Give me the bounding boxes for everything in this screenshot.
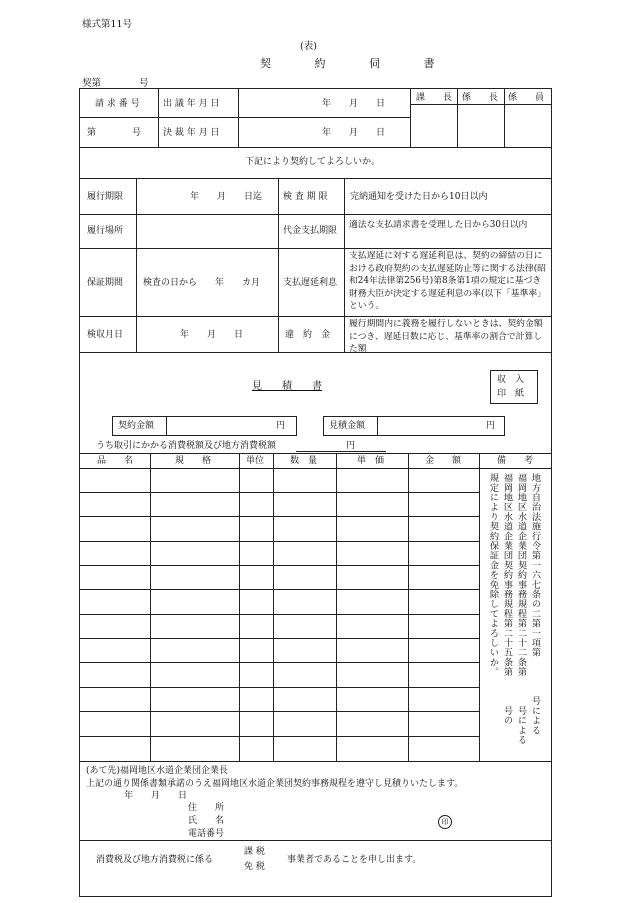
col-unit: 単位 <box>246 456 265 466</box>
remarks-line-1: 地方自治法施行令第一六七条の二第一項第 号による <box>529 473 541 735</box>
form-number: 様式第11号 <box>82 19 133 30</box>
number-label: 第 号 <box>87 128 142 138</box>
address-label: 住 所 <box>188 803 225 813</box>
col-spec: 規 格 <box>175 456 212 466</box>
proposal-date-value[interactable]: 年 月 日 <box>322 99 386 109</box>
tax-declaration-suffix: 事業者であることを申し出ます。 <box>287 855 422 865</box>
contract-amount-yen[interactable]: 円 <box>276 421 286 431</box>
page-title: 契 約 伺 書 <box>260 57 455 70</box>
estimate-amount-yen[interactable]: 円 <box>486 421 496 431</box>
seal-mark: 印 <box>438 815 452 829</box>
inspection-deadline-label: 検 査 期 限 <box>283 192 328 202</box>
payment-deadline-label: 代金支払期限 <box>283 226 338 236</box>
remarks-line-4: 規定により契約保証金を免除してよろしいか。 <box>487 473 499 677</box>
delivery-deadline-label: 履行期限 <box>87 192 124 202</box>
late-interest-value: 支払遅延に対する遅延利息は、契約の締結の日における政府契約の支払遅延防止等に関する法律(昭和24年法律第256号)第8条第1項の規定に基づき財務大臣が決定する遅延利息の率(以下「基準率」という。 <box>349 251 546 311</box>
tax-exempt-option[interactable]: 免 税 <box>244 862 265 872</box>
revenue-stamp-line2: 印 紙 <box>497 389 525 399</box>
penalty-value: 履行期間内に義務を履行しないときは、契約金額につき、遅延日数に応じ、基準率の割合で計算した額 <box>349 319 543 354</box>
taxable-option[interactable]: 課 税 <box>244 847 265 857</box>
estimate-title: 見 積 書 <box>252 381 322 392</box>
staff-label: 係 員 <box>508 93 545 103</box>
addressee: (あて先)福岡地区水道企業団企業長 <box>86 766 229 776</box>
col-quantity: 数 量 <box>290 456 318 466</box>
tax-included-note: うち取引にかかる消費税額及び地方消費税額 <box>96 441 277 451</box>
contract-amount-label: 契約金額 <box>118 421 155 431</box>
request-statement: 下記により契約してよろしいか。 <box>245 157 381 167</box>
front-label: (表) <box>300 41 317 52</box>
col-unit-price: 単 価 <box>357 456 385 466</box>
revenue-stamp-line1: 収 入 <box>497 375 525 385</box>
name-label: 氏 名 <box>188 816 225 826</box>
request-number-label: 請 求 番 号 <box>95 99 140 109</box>
penalty-label: 違 約 金 <box>285 330 331 340</box>
phone-label: 電話番号 <box>188 829 225 839</box>
remarks-line-3: 福岡地区水道企業団契約事務規程第二十五条第 号の <box>501 473 513 726</box>
delivery-deadline-value[interactable]: 年 月 日迄 <box>190 192 263 202</box>
col-item-name: 品 名 <box>97 456 134 466</box>
col-amount: 金 額 <box>425 456 462 466</box>
inspection-deadline-value: 完納通知を受けた日から10日以内 <box>350 192 488 202</box>
tax-included-yen[interactable]: 円 <box>346 441 356 451</box>
late-interest-label: 支払遅延利息 <box>283 278 338 288</box>
payment-deadline-value: 適法な支払請求書を受理した日から30日以内 <box>349 220 528 230</box>
warranty-period-label: 保証期間 <box>87 278 124 288</box>
estimate-amount-label: 見積金額 <box>329 421 366 431</box>
contract-number: 契第 号 <box>82 78 149 89</box>
approval-date-label: 決 裁 年 月 日 <box>163 128 220 138</box>
tax-declaration-label: 消費税及び地方消費税に係る <box>96 855 214 865</box>
proposal-date-label: 出 議 年 月 日 <box>163 99 220 109</box>
approval-date-value[interactable]: 年 月 日 <box>322 128 386 138</box>
subsection-chief-label: 係 長 <box>462 93 499 103</box>
warranty-period-value[interactable]: 検査の日から 年 カ月 <box>143 278 261 288</box>
acceptance-date-label: 検収月日 <box>87 330 124 340</box>
estimate-statement: 上記の通り関係書類承諾のうえ福岡地区水道企業団契約事務規程を遵守し見積りいたします。 <box>86 779 464 789</box>
footer-date[interactable]: 年 月 日 <box>124 791 188 801</box>
col-remarks: 備 考 <box>497 456 534 466</box>
delivery-place-label: 履行場所 <box>87 226 124 236</box>
acceptance-date-value[interactable]: 年 月 日 <box>180 330 244 340</box>
section-chief-label: 課 長 <box>416 93 453 103</box>
remarks-line-2: 福岡地区水道企業団契約事務規程第二十二条第 号による <box>515 473 527 745</box>
